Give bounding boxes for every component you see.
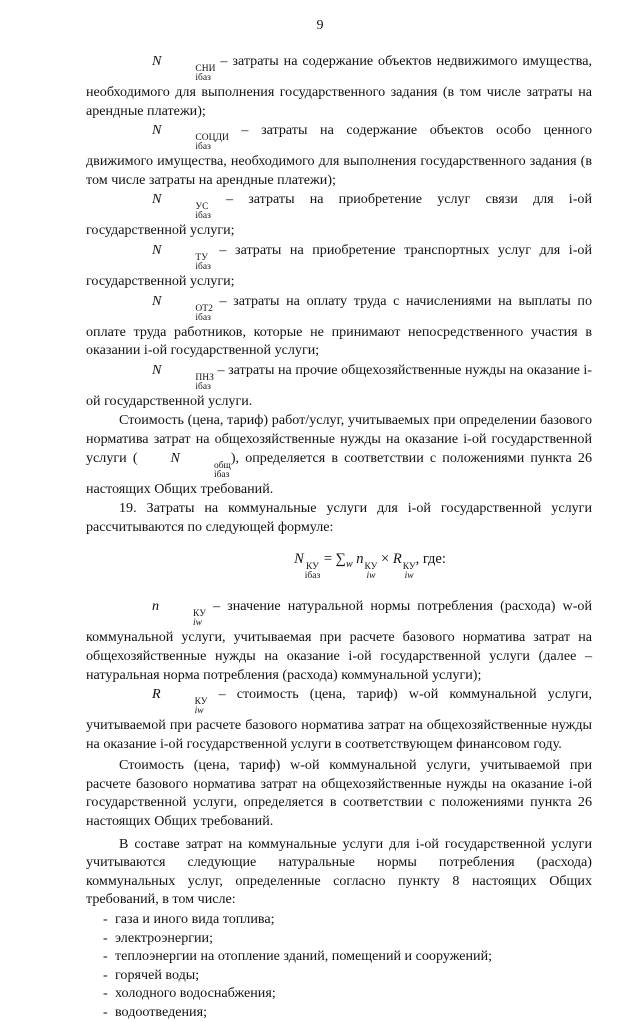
symbol: R КУ iw <box>152 686 208 717</box>
formula-utilities: N КУ iбаз = $\sum_w$ n КУ iw × R КУ iw , где: <box>294 551 446 582</box>
list-item: - холодного водоснабжения; <box>103 985 276 1002</box>
def2-1: R КУ iw – стоимость (цена, тариф) w-ой коммунальной услуги, учитываемой при расчете базового норматива затрат на общехозяйственные нужды на оказание i-ой государственной услуги в соответствующем финансовом году. <box>86 686 592 752</box>
symbol: N ТУ iбаз <box>152 241 211 272</box>
symbol: N ОТ2 iбаз <box>152 292 213 323</box>
paragraph-19: 19. Затраты на коммунальные услуги для i-ой государственной услуги рассчитываются по следующей формуле: <box>86 500 592 535</box>
symbol: N СОЦДИ iбаз <box>152 122 229 153</box>
symbol: N ПНЗ iбаз <box>152 361 214 392</box>
list-item: - горячей воды; <box>103 966 200 983</box>
list-item: - теплоэнергии на отопление зданий, помещений и сооружений; <box>103 948 493 965</box>
paragraph-list-intro: В составе затрат на коммунальные услуги для i-ой государственной услуги учитываются следующие натуральные нормы потребления (расхода) коммунальных услуг, определенные согласно пункту 8 настоящих Общих требований, в том числе: <box>86 835 592 908</box>
symbol: n КУ iw <box>152 598 206 629</box>
def-4: N ОТ2 iбаз – затраты на оплату труда с начислениями на выплаты по оплате труда работников, которые не принимают непосредственного участия в оказании i-ой государственной услуги; <box>86 292 592 359</box>
norms-list <box>86 910 592 1022</box>
def-3: N ТУ iбаз – затраты на приобретение транспортных услуг для i-ой государственной услуги; <box>86 241 592 289</box>
def2-0: n КУ iw – значение натуральной нормы потребления (расхода) w-ой коммунальной услуги, учитываемая при расчете базового норматива затрат на общехозяйственные нужды на оказание i-ой государственной услуги (далее – натуральная норма потребления (расхода) коммунальной услуги); <box>86 598 592 683</box>
list-item: - газа и иного вида топлива; <box>103 911 275 928</box>
list-item: - водоотведения; <box>103 1004 207 1020</box>
def-0: N СНИ iбаз – затраты на содержание объектов недвижимого имущества, необходимого для выполнения государственного задания (в том числе затраты на арендные платежи); <box>86 53 592 119</box>
paragraph-cost-2: Стоимость (цена, тариф) w-ой коммунальной услуги, учитываемой при расчете базового норматива затрат на общехозяйственные нужды на оказание i-ой государственной услуги, определяется в соответствии с положениями пункта 26 настоящих Общих требований. <box>86 757 592 830</box>
symbol: N УС iбаз <box>152 191 211 222</box>
def-2: N УС iбаз – затраты на приобретение услуг связи для i-ой государственной услуги; <box>86 191 592 239</box>
def-1: N СОЦДИ iбаз – затраты на содержание объектов особо ценного движимого имущества, необходимого для выполнения государственного задания (в том числе затраты на арендные платежи); <box>86 122 592 188</box>
list-item: - электроэнергии; <box>103 929 214 946</box>
page-content <box>86 52 592 1022</box>
definition-list-2 <box>86 597 592 753</box>
page-number: 9 <box>316 18 324 33</box>
def-5: N ПНЗ iбаз – затраты на прочие общехозяйственные нужды на оказание i-ой государственной услуги. <box>86 361 593 409</box>
paragraph-cost-basis: Стоимость (цена, тариф) работ/услуг, учитываемых при определении базового норматива затрат на общехозяйственные нужды на оказание i-ой государственной услуги ( N общ iбаз ), определяется в соответствии с положениями пункта 26 настоящих Общих требований. <box>86 412 592 497</box>
symbol: N СНИ iбаз <box>152 53 216 83</box>
symbol-n-obshch: N общ iбаз <box>170 449 231 480</box>
definition-list <box>86 52 592 410</box>
